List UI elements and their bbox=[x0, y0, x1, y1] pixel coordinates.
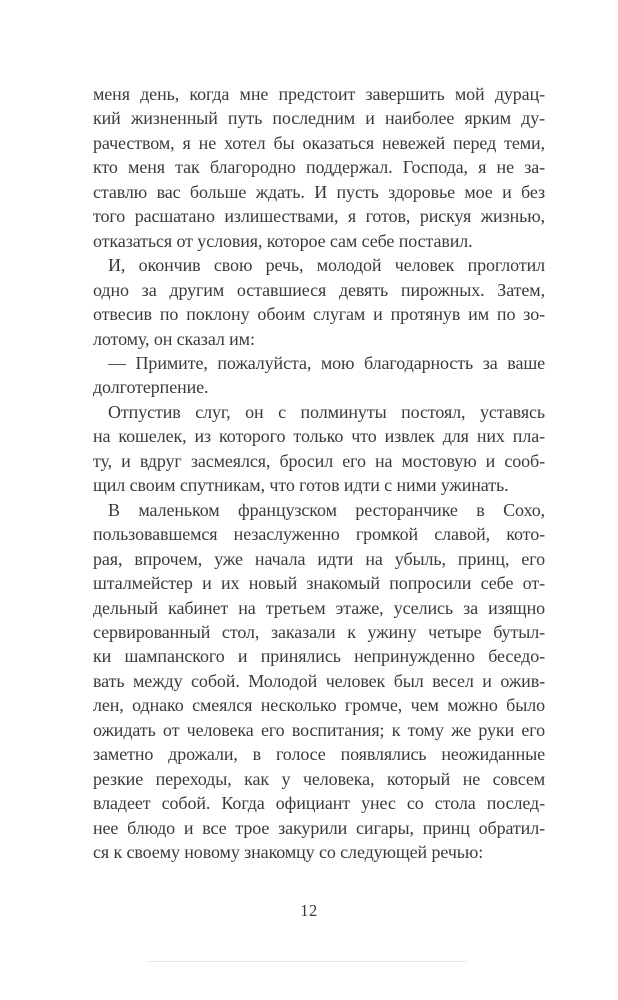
text-line: вать между собой. Молодой человек был весел и ожив- bbox=[93, 670, 545, 691]
text-line: ставлю вас больше ждать. И пусть здоровье мое и без bbox=[93, 181, 545, 202]
text-line: ту, и вдруг засмеялся, бросил его на мостовую и сооб- bbox=[93, 450, 545, 471]
text-line: В маленьком французском ресторанчике в Сохо, bbox=[108, 499, 545, 520]
text-line: шталмейстер и их новый знакомый попросили себе от- bbox=[93, 573, 545, 594]
text-line: рая, впрочем, уже начала идти на убыль, принц, его bbox=[93, 548, 545, 569]
page-number: 12 bbox=[300, 901, 318, 920]
bottom-divider bbox=[148, 961, 466, 962]
text-line: одно за другим оставшиеся девять пирожных. Затем, bbox=[93, 279, 545, 300]
text-line: — Примите, пожалуйста, мою благодарность за ваше bbox=[108, 352, 545, 373]
text-line: И, окончив свою речь, молодой человек проглотил bbox=[108, 255, 545, 276]
text-line: ожидать от человека его воспитания; к тому же руки его bbox=[93, 719, 545, 740]
text-line: пользовавшемся незаслуженно громкой славой, кото- bbox=[93, 524, 545, 545]
text-line: лен, однако смеялся несколько громче, чем можно было bbox=[93, 695, 545, 716]
text-line: отказаться от условия, которое сам себе поставил. bbox=[93, 230, 473, 251]
text-line: Отпустив слуг, он с полминуты постоял, уставясь bbox=[108, 401, 545, 422]
text-line: лотому, он сказал им: bbox=[93, 328, 255, 349]
page-text-block bbox=[93, 82, 545, 865]
text-line: того расшатано излишествами, я готов, рискуя жизнью, bbox=[93, 206, 545, 227]
text-line: долготерпение. bbox=[93, 377, 209, 398]
text-line: владеет собой. Когда официант унес со стола послед- bbox=[93, 793, 545, 814]
text-line: на кошелек, из которого только что извлек для них пла- bbox=[93, 426, 545, 447]
text-line: меня день, когда мне предстоит завершить мой дурац- bbox=[93, 84, 545, 104]
text-line: ся к своему новому знакомцу со следующей речью: bbox=[93, 842, 484, 863]
text-line: резкие переходы, как у человека, который не совсем bbox=[93, 768, 545, 789]
text-line: рачеством, я не хотел бы оказаться невежей перед теми, bbox=[93, 132, 545, 153]
text-line: щил своим спутникам, что готов идти с ними ужинать. bbox=[93, 475, 509, 496]
text-line: нее блюдо и все трое закурили сигары, принц обратил- bbox=[93, 817, 545, 838]
text-line: кий жизненный путь последним и наиболее ярким ду- bbox=[93, 108, 545, 129]
text-line: кто меня так благородно поддержал. Господа, я не за- bbox=[93, 157, 545, 178]
text-line: заметно дрожали, в голосе появлялись неожиданные bbox=[93, 744, 545, 765]
text-line: ки шампанского и принялись непринужденно беседо- bbox=[93, 646, 545, 667]
text-line: сервированный стол, заказали к ужину четыре бутыл- bbox=[93, 621, 545, 642]
text-line: отвесив по поклону обоим слугам и протянув им по зо- bbox=[93, 304, 545, 325]
text-line: дельный кабинет на третьем этаже, уселись за изящно bbox=[93, 597, 545, 618]
